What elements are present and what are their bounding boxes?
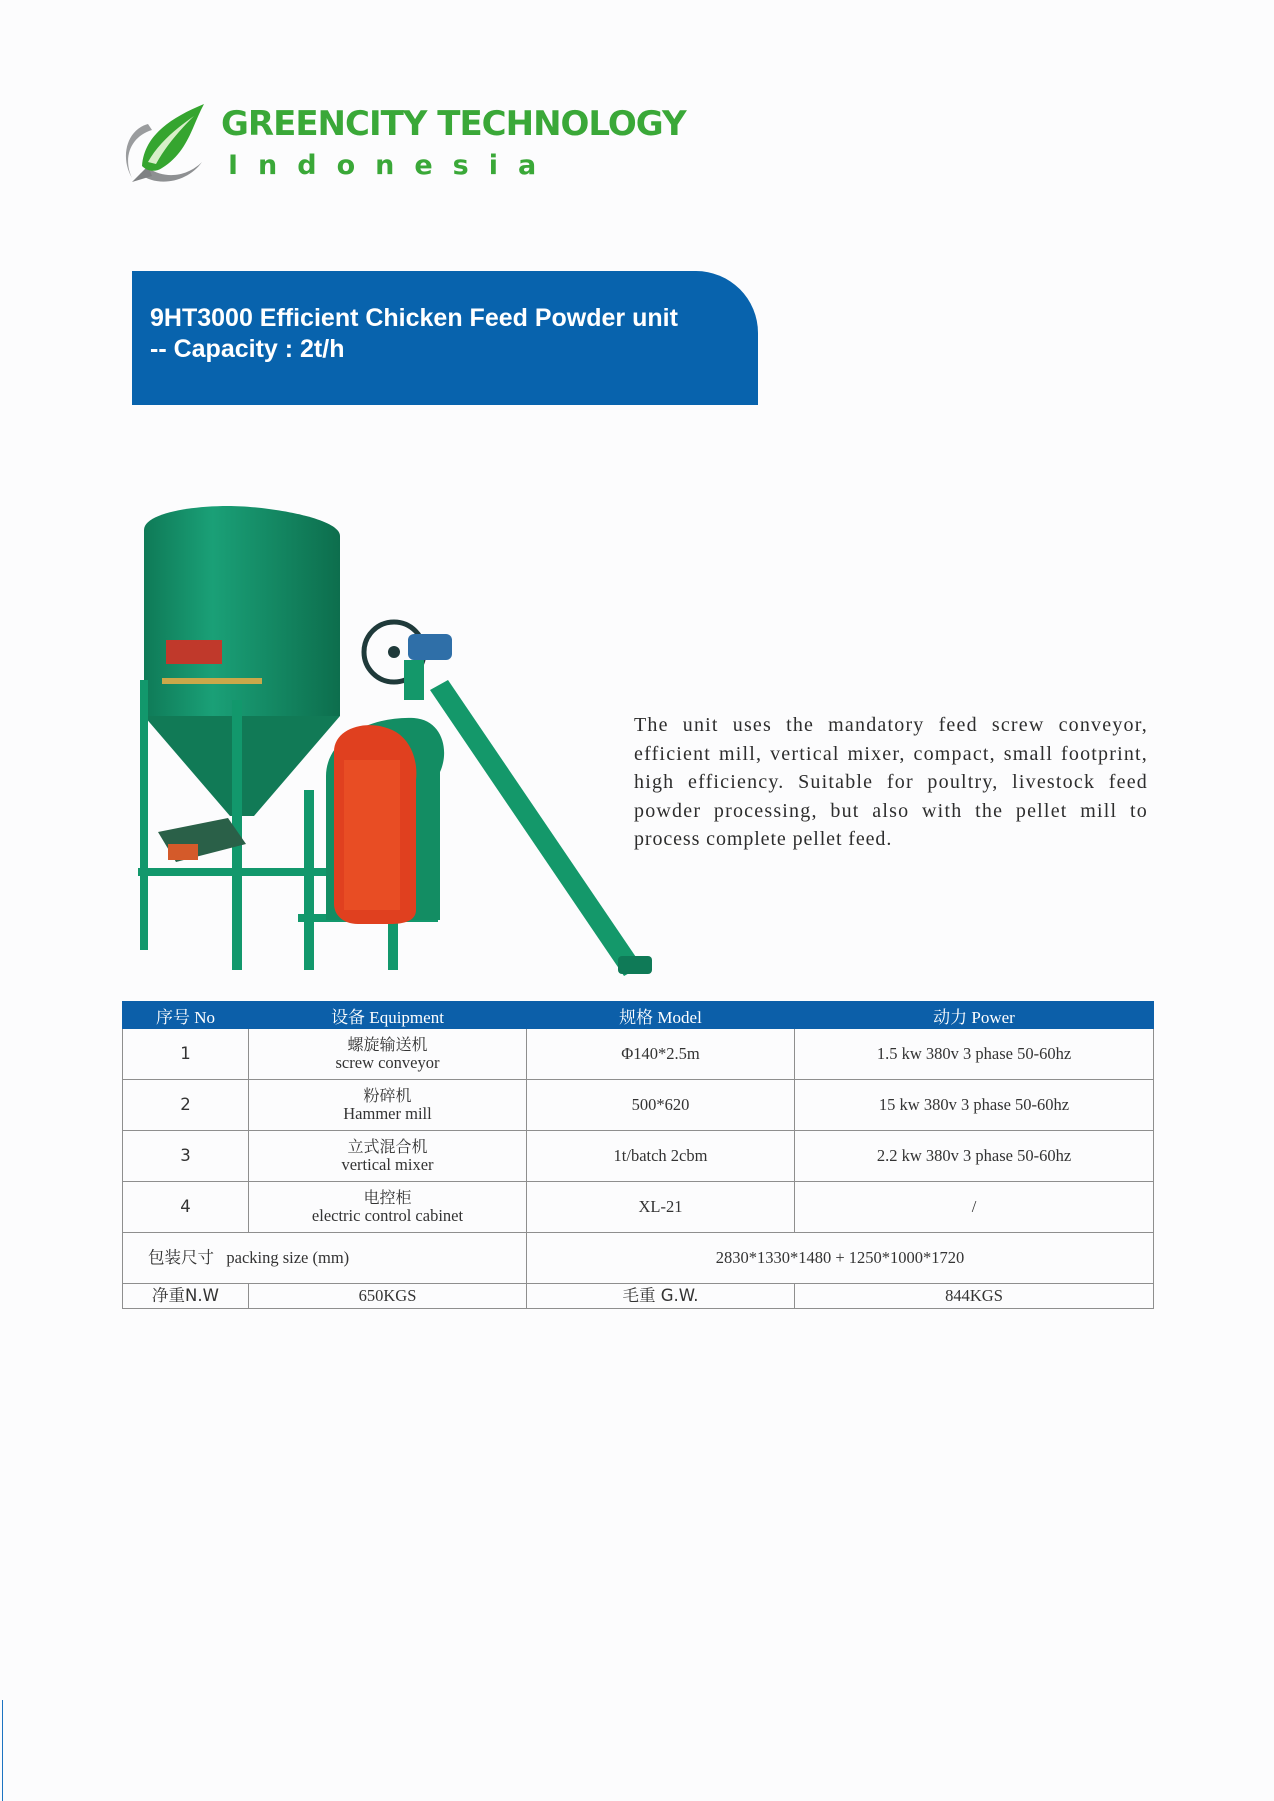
row-power: 1.5 kw 380v 3 phase 50-60hz — [795, 1029, 1154, 1080]
page-edge-line — [2, 1700, 3, 1801]
brand-logo — [118, 96, 686, 196]
gross-weight-label: 毛重 G.W. — [527, 1284, 795, 1309]
gross-weight-value: 844KGS — [795, 1284, 1154, 1309]
row-power: 2.2 kw 380v 3 phase 50-60hz — [795, 1131, 1154, 1182]
equipment-en: vertical mixer — [341, 1155, 434, 1174]
row-no: 4 — [123, 1182, 249, 1233]
packing-label — [123, 1233, 527, 1284]
row-equipment — [249, 1131, 527, 1182]
row-equipment — [249, 1080, 527, 1131]
equipment-cn: 螺旋输送机 — [347, 1035, 428, 1054]
table-header-row — [123, 1002, 1154, 1029]
net-weight-label: 净重N.W — [123, 1284, 249, 1309]
description-line: efficient mill, vertical mixer, compact, small footprint, — [634, 742, 1148, 765]
row-no: 2 — [123, 1080, 249, 1131]
row-model: 500*620 — [527, 1080, 795, 1131]
row-equipment — [249, 1182, 527, 1233]
header-power: 动力 Power — [795, 1002, 1154, 1029]
packing-value: 2830*1330*1480 + 1250*1000*1720 — [527, 1233, 1154, 1284]
packing-label-cn: 包装尺寸 — [148, 1248, 214, 1267]
product-title: 9HT3000 Efficient Chicken Feed Powder unit — [150, 304, 678, 332]
description-line: process complete pellet feed. — [634, 828, 893, 850]
equipment-spec-table — [122, 1001, 1154, 1309]
equipment-en: screw conveyor — [335, 1053, 440, 1072]
row-equipment — [249, 1029, 527, 1080]
packing-label-en: packing size (mm) — [226, 1248, 350, 1267]
description-line: The unit uses the mandatory feed screw conveyor, — [634, 714, 1148, 736]
header-equipment: 设备 Equipment — [249, 1002, 527, 1029]
header-no: 序号 No — [123, 1002, 249, 1029]
brand-name: GREENCITY TECHNOLOGY — [221, 104, 686, 144]
equipment-cn: 电控柜 — [363, 1188, 412, 1207]
equipment-en: Hammer mill — [343, 1104, 432, 1123]
row-power: 15 kw 380v 3 phase 50-60hz — [795, 1080, 1154, 1131]
weight-row — [123, 1284, 1154, 1309]
description-line: powder processing, but also with the pellet mill to — [634, 799, 1148, 822]
row-no: 1 — [123, 1029, 249, 1080]
description-line: high efficiency. Suitable for poultry, livestock feed — [634, 771, 1148, 793]
row-no: 3 — [123, 1131, 249, 1182]
greencity-logo-icon — [118, 96, 218, 196]
row-model: XL-21 — [527, 1182, 795, 1233]
net-weight-value: 650KGS — [249, 1284, 527, 1309]
equipment-cn: 粉碎机 — [363, 1086, 412, 1105]
product-title-banner — [132, 271, 758, 405]
row-power: / — [795, 1182, 1154, 1233]
brand-region: Indonesia — [228, 150, 557, 181]
row-model: Φ140*2.5m — [527, 1029, 795, 1080]
product-description — [634, 711, 1148, 854]
header-model: 规格 Model — [527, 1002, 795, 1029]
equipment-cn: 立式混合机 — [347, 1137, 428, 1156]
table-row — [123, 1131, 1154, 1182]
table-row — [123, 1080, 1154, 1131]
table-row — [123, 1182, 1154, 1233]
equipment-en: electric control cabinet — [311, 1206, 464, 1225]
table-row — [123, 1029, 1154, 1080]
row-model: 1t/batch 2cbm — [527, 1131, 795, 1182]
product-capacity: -- Capacity : 2t/h — [150, 335, 345, 363]
packing-row — [123, 1233, 1154, 1284]
